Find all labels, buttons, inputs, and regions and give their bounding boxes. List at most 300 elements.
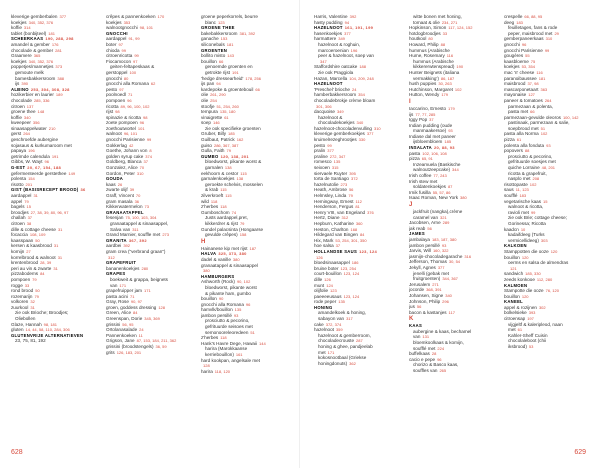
index-term: GOUDA — [106, 176, 124, 182]
index-term: hoe salsa — [314, 243, 334, 249]
page-references: 37 — [27, 215, 33, 221]
index-term: zuurkool — [11, 304, 29, 310]
index-term: groene thee — [11, 109, 36, 115]
index-term: bananenkoekjes — [106, 265, 140, 271]
index-term: zilverkroeft — [201, 193, 224, 198]
index-term: kikkerdrer & rijst — [205, 220, 238, 226]
index-term: Heath, Ambrose — [314, 187, 347, 193]
index-term: jambon persillé — [201, 312, 232, 318]
index-term: pralin — [314, 148, 326, 154]
page-references: 27 — [26, 248, 31, 254]
index-term: soepbrood met — [508, 125, 539, 131]
index-term: polenta alla fonduta — [504, 142, 545, 148]
index-term: crêpes & pannenkoeken — [106, 14, 156, 19]
index-term: hazelnoot & gemberroom, — [318, 332, 371, 338]
page-references: 70 — [139, 165, 145, 171]
page-references: 372 — [351, 176, 358, 182]
index-term: gougères — [504, 53, 524, 59]
index-term: hasenkoekjes — [314, 30, 343, 36]
page-references: 96 — [44, 159, 49, 165]
page-references: 15 — [543, 198, 548, 204]
index-term: jocorde — [409, 287, 425, 293]
page-references: 210 — [48, 125, 56, 131]
index-term: paeeeeusaus — [314, 293, 342, 299]
index-term: nasplo met — [508, 176, 531, 182]
index-term: dadel & vanille — [201, 256, 231, 262]
index-term: KAAS — [409, 323, 423, 329]
page-references: 362 — [349, 360, 356, 366]
index-entry — [314, 361, 406, 367]
index-term: mac 'n' cheese — [504, 69, 535, 75]
index-term: komijn — [11, 248, 25, 254]
page-references: 15 — [26, 204, 31, 210]
page-references: 161 — [235, 352, 243, 358]
index-term: chocolade — [11, 97, 32, 103]
page-references: 349 — [338, 36, 345, 42]
index-term: zoethoutwortel — [106, 125, 136, 131]
page-references: 99 — [134, 53, 139, 59]
page-references: 89, 96, 100, 102 — [120, 103, 150, 109]
index-term: GRAPES — [106, 271, 126, 277]
index-term: Green, Alice — [106, 310, 132, 316]
index-term: granaatappel & sinaasappel — [201, 262, 258, 268]
page-references: 137 — [26, 103, 34, 109]
page-references: 84 — [359, 232, 365, 238]
page-references: 37 — [143, 159, 148, 165]
index-term: Hix, Mark — [314, 237, 334, 243]
page-references: 96 — [521, 41, 527, 47]
index-term: kweepeer — [11, 120, 31, 126]
index-term: feuilletages, fans & rode — [508, 25, 558, 31]
page-references: 171 — [144, 288, 151, 294]
page-references: 51, 254, 260 — [216, 103, 239, 109]
index-term: praline — [314, 153, 328, 159]
page-references: 100, 142 — [562, 114, 579, 120]
page-references: 183 — [519, 193, 527, 198]
index-term: boekweit & grappa, beignets — [110, 276, 168, 282]
index-term: aardbei — [106, 243, 122, 249]
index-term: court-bouillon — [314, 271, 342, 277]
page-references: 73 — [144, 204, 149, 210]
index-term: stoofje — [201, 103, 215, 109]
index-term: geiten-feltapeskaas & — [110, 64, 155, 70]
index-term: Gumboschom — [201, 209, 230, 215]
index-term: KANEEL — [504, 299, 524, 305]
page-references: 197 — [527, 316, 534, 322]
page-references: 38 — [26, 220, 32, 226]
page-references: 281 — [55, 47, 62, 53]
page-references: 116 — [446, 53, 454, 59]
index-term: zie ook Brie; cottage cheese; — [508, 215, 567, 221]
page-references: 303 — [540, 237, 548, 243]
index-term: semonooreleoredeen — [205, 329, 249, 335]
index-term: siliconebals — [201, 41, 225, 47]
index-term: Hume, Rosemary — [409, 53, 445, 59]
page-references: 126, 183, 201 — [116, 349, 142, 355]
index-term: sandwich — [504, 271, 524, 277]
page-references: 363 — [540, 86, 548, 92]
index-term: souffles van — [413, 368, 438, 374]
index-term: bollito misto — [201, 53, 226, 59]
index-term: Ortolanasalade — [106, 327, 138, 333]
index-column — [106, 14, 198, 374]
index-term: Gray, Rose — [106, 299, 129, 305]
index-term: wild — [201, 198, 209, 204]
page-references: 98, 101 — [139, 25, 154, 31]
index-term: paneer & tomatoes — [504, 97, 543, 103]
page-references: 185 — [228, 131, 235, 137]
index-term: gemberpaneerkaas — [504, 36, 544, 42]
index-term: Hepburn, Katharine — [314, 220, 354, 226]
index-term: Henderson, Fergus — [314, 204, 354, 210]
index-term: vegetarische kaas — [504, 198, 542, 204]
index-entry — [201, 369, 293, 375]
index-term: cake — [314, 321, 324, 327]
page-references: 86, 187 — [440, 75, 455, 81]
page-references: 56 — [348, 187, 354, 193]
page-references: 312 — [341, 215, 349, 221]
page-references: 138 — [224, 165, 232, 171]
page-references: 30, 54 — [448, 259, 461, 265]
index-term: chocolaleboot (chii — [508, 338, 547, 344]
index-term: Jefferson, Thomas — [409, 259, 447, 265]
index-term: sinaasappelwater — [11, 125, 47, 131]
index-term: Isaac Roman, New York — [409, 195, 459, 201]
index-term: getrokte rijst — [205, 69, 231, 75]
page-references: 208 — [532, 176, 540, 182]
page-references: 374 — [145, 153, 152, 159]
index-term: Gibbs, W. Wayt — [11, 159, 43, 165]
page-references: 135 — [338, 299, 345, 305]
index-term: hazelnoot & roghuin, — [318, 41, 361, 47]
index-term: marcoeroenian — [318, 47, 349, 53]
page-references: 37 — [335, 243, 341, 249]
page-references: 265 — [439, 368, 447, 374]
index-term: chocolade & gember — [11, 47, 54, 53]
index-term: citroenricotta — [106, 53, 133, 59]
index-letter-heading — [201, 238, 293, 246]
page-references: 123, 124 — [343, 293, 360, 299]
page-references: 87 — [447, 184, 453, 190]
page-references: 112 — [355, 198, 362, 204]
page-references: 356 — [32, 120, 40, 126]
index-columns-left — [11, 14, 300, 374]
page-references: 77, 243 — [433, 173, 447, 179]
index-term: Inzeamuela (Baskische — [413, 161, 461, 167]
index-term: dille — [314, 276, 323, 282]
page-references: 84 — [133, 310, 138, 316]
index-term: bacon & kastanjes — [409, 309, 447, 315]
page-references: 29 — [554, 30, 559, 36]
index-term: Greenspan, Dorie — [106, 316, 143, 322]
index-term: genoemde groenten en — [205, 64, 253, 70]
index-term: GLUTENVRIJE ALTERNATIEVEN — [11, 332, 84, 338]
page-references: 118, 120 — [214, 368, 231, 374]
page-references: 316 — [464, 253, 472, 259]
page-references: 344 — [452, 167, 459, 173]
page-references: 124 — [326, 282, 333, 288]
page-references: 123, 124 — [343, 271, 360, 277]
index-term: jak reab — [409, 225, 426, 231]
page-references: 176 — [51, 41, 59, 47]
index-term: pesto — [106, 86, 118, 92]
page-references: 28 — [431, 351, 437, 357]
index-term: kaas — [106, 181, 116, 187]
page-references: 118 — [220, 335, 227, 341]
index-term: poolnoedl — [106, 92, 126, 98]
page-references: 191 — [232, 69, 239, 75]
page-references: 100 — [129, 69, 137, 75]
index-term: kaadcn — [504, 226, 519, 232]
page-references: 56 — [416, 304, 422, 310]
index-entry — [106, 350, 198, 356]
page-references: 301, 306 — [316, 103, 332, 109]
index-term: rozemarijn — [11, 293, 33, 299]
index-term: GIST (BASISRECEPT BROOD) — [11, 187, 79, 193]
page-references: 234, 271 — [441, 19, 458, 25]
index-term: bagels — [11, 204, 25, 210]
page-references: 144 — [259, 340, 266, 346]
index-term: hummus (Arabische — [409, 47, 450, 53]
page-references: 187 — [249, 245, 257, 251]
index-term: bouillon — [201, 58, 217, 64]
page-references: 27, 38, 39, 80, 96, 97 — [30, 209, 69, 215]
page-references: 178, 256 — [245, 75, 261, 81]
index-term: rogge — [11, 282, 23, 288]
index-term: zie ook Praggiola — [318, 69, 354, 75]
index-column — [504, 14, 596, 374]
page-references: 181 — [538, 75, 546, 81]
index-term: kikkererwtenspread) — [413, 64, 455, 70]
index-term: spinazie & ricotta — [106, 114, 141, 120]
index-term: bouillon — [504, 254, 520, 260]
page-references: 96, 101 — [123, 131, 138, 137]
page-references: 66 — [530, 109, 535, 115]
index-term: gnocchi Parisienne — [106, 137, 145, 143]
page-references: 271 — [432, 281, 439, 287]
page-references: 97 — [119, 86, 124, 92]
index-term: olie — [201, 92, 209, 98]
index-term: HAZELNOOT — [314, 81, 343, 87]
index-term: van — [110, 282, 118, 288]
page-references: 196 — [350, 47, 358, 53]
page-references: 380 — [232, 256, 240, 262]
index-term: z'herbes — [201, 335, 219, 341]
index-term: ijs — [409, 111, 414, 117]
page-references: 314 — [23, 25, 31, 31]
page-references: 321 — [440, 214, 447, 220]
page-references: 88 — [440, 41, 446, 47]
page-references: 120 — [521, 293, 529, 299]
page-references: 61 — [224, 114, 229, 120]
index-term: G-EST — [11, 165, 26, 171]
page-references: 280 — [141, 265, 149, 271]
page-references: 66 — [218, 58, 224, 64]
index-term: koekjes — [11, 19, 27, 25]
index-term: caramel van — [413, 214, 439, 220]
page-references: 188 — [359, 64, 367, 70]
page-references: 61 — [516, 137, 522, 143]
index-term: sabayon van — [318, 316, 345, 322]
index-term: kleverige gemberkoekjes — [314, 131, 365, 137]
index-term: Harris, Valentine — [314, 14, 348, 19]
index-term: ravioli met — [508, 209, 529, 215]
page-references: 53, 354 — [521, 64, 535, 70]
index-term: ganache — [201, 36, 219, 42]
index-term: harmattere — [314, 36, 337, 42]
page-references: 161, 191, 199 — [344, 25, 374, 31]
page-references: 368, 391 — [426, 287, 442, 293]
page-references: 93 — [448, 128, 453, 134]
index-term: Goethe, Johann von — [106, 148, 148, 154]
page-references: 287 — [356, 338, 363, 344]
index-term: groene peperkorrels, beurre — [201, 14, 258, 19]
page-references: 55, 57, 86 — [432, 189, 451, 195]
index-term: kruimelrezeghrootjes — [314, 137, 357, 143]
index-term: jasmijn-chocoladegarache — [409, 253, 463, 259]
page-references: 10 — [520, 226, 526, 232]
page-references: 102 — [529, 181, 537, 187]
index-term: gevulde crêpes) — [205, 232, 238, 238]
page-number: 628 — [11, 449, 23, 456]
index-term: Hunter Beignets (italiana — [409, 69, 460, 75]
index-term: mayonaise — [504, 92, 527, 98]
page-references: 102 — [540, 131, 548, 137]
page-references: 377 — [344, 30, 351, 36]
page-references: 377 — [59, 14, 67, 19]
index-term: challah — [11, 215, 26, 221]
index-term: grapefruipper jam — [106, 288, 143, 294]
index-term: manmaakersoe) — [413, 128, 447, 134]
page-references: 96 — [245, 301, 251, 307]
index-term: hamberbakkersroom — [314, 92, 357, 98]
page-references: 24 — [351, 86, 357, 92]
index-term: rode peper — [314, 299, 337, 305]
index-term: 'Preschel' brioche — [314, 86, 350, 92]
page-references: 123 — [330, 288, 337, 294]
index-term: Iggy Pop — [409, 117, 428, 123]
index-term: grissini — [106, 321, 121, 327]
page-references: 31 — [30, 304, 35, 310]
index-term: gnocchi — [504, 41, 520, 47]
index-term: & pikante ham, gumbo — [205, 290, 251, 296]
index-term: tomaat & olie — [413, 19, 440, 25]
page-references: 120, 138, 201 — [220, 153, 249, 159]
index-term: hazelnoot & — [318, 114, 343, 120]
index-term: 'hedge dressearheid' — [201, 75, 244, 81]
page-references: 75, 100, 103, 304 — [125, 215, 157, 221]
index-term: polenta — [11, 176, 27, 182]
index-term: koffie — [11, 25, 22, 31]
index-term: Johnson, Philip — [409, 298, 441, 304]
page-references: 79 — [34, 293, 39, 299]
page-references: 70 — [135, 193, 141, 198]
index-term: Justs aardappel,pret, — [205, 215, 248, 221]
page-references: 79 — [348, 193, 353, 198]
page-references: 20, 88, 93 — [433, 145, 455, 151]
page-references: 31 — [33, 193, 38, 198]
index-term: chorizo & Basco kaas, — [413, 362, 459, 368]
page-references: 359 — [335, 327, 343, 333]
index-term: grissini (broodstengels) — [106, 344, 154, 350]
page-references: 286, 367, 387 — [213, 142, 239, 148]
page-references: 48, 201 — [541, 165, 556, 171]
page-references: 120 — [521, 254, 529, 260]
index-term: GRANITA — [106, 237, 127, 243]
index-term: aubergine & kaas, bechamel — [413, 328, 472, 334]
index-term: pastinaak, parmezaan & salie, — [508, 120, 570, 126]
page-references: 36 — [134, 198, 140, 204]
page-references: 186 — [351, 260, 359, 266]
page-references: 310 — [545, 36, 553, 42]
page-references: 126 — [316, 254, 323, 260]
index-term: Henry VIII, van Engeland — [314, 209, 366, 215]
index-term: jambalaya — [409, 236, 430, 242]
index-columns-right — [314, 14, 600, 374]
index-term: HONING — [314, 304, 333, 310]
index-term: Jerusalem — [409, 281, 431, 287]
index-term: GRAPEFRUIT — [106, 260, 137, 266]
page-references: 272, 347 — [329, 153, 346, 159]
index-term: gnocchi Parisienne — [504, 47, 543, 53]
page-references: 37, 98 — [527, 81, 539, 87]
page-references: 36, 59 — [155, 344, 167, 350]
page-references: 310 — [136, 170, 144, 176]
page-references: 138 — [236, 176, 244, 182]
index-term: zie ook specifieke groenten — [205, 125, 261, 131]
page-references: 62 — [150, 81, 156, 87]
index-term: koekjes — [106, 19, 122, 25]
page-references: 315 — [331, 165, 339, 171]
index-term: jambon persillé — [409, 242, 440, 248]
index-term: blanc — [205, 19, 216, 25]
page-references: 71 — [129, 293, 135, 299]
page-references: 296 — [442, 298, 449, 304]
index-term: bouillon — [504, 293, 520, 299]
index-term: bakebakkersroom — [201, 30, 238, 36]
index-term: pompoen — [11, 276, 31, 282]
index-term: guiso — [201, 142, 212, 148]
page-references: 90 — [218, 296, 224, 302]
index-term: risotto — [11, 181, 24, 187]
page-references: 118 — [220, 204, 227, 210]
index-term: GRANAATAPPEL — [106, 209, 144, 215]
page-references: 340, 352, 376 — [28, 19, 54, 25]
index-term: bouillon — [201, 296, 217, 302]
index-term: bloedsinaasappel — [314, 260, 350, 266]
page-references: 88 — [524, 148, 530, 154]
page-references: 185 — [444, 139, 452, 145]
index-term: hazelnoot-chocoladenvulling — [314, 125, 372, 131]
index-term: Johansen, Signe — [409, 292, 444, 298]
page-references: 160, 322 — [432, 248, 449, 254]
page-references: 81 — [355, 204, 360, 210]
index-term: pompoen — [106, 97, 126, 103]
index-term: iksbrood) — [508, 344, 527, 350]
index-term: gluten — [11, 327, 24, 333]
page-references: 253, 304, 308, 328 — [30, 86, 70, 92]
page-references: 135 — [333, 159, 341, 165]
index-term: garnalen — [205, 165, 223, 171]
right-page — [300, 0, 600, 468]
index-term: kardepoke & groentebouil — [201, 86, 254, 92]
page-references: 189 — [55, 92, 63, 98]
index-term: gerstoppel — [106, 69, 128, 75]
index-term: aardappel — [11, 193, 32, 198]
index-term: walnoot — [106, 131, 122, 137]
page-references: 392 — [123, 243, 131, 249]
page-references: 80 — [123, 75, 129, 81]
